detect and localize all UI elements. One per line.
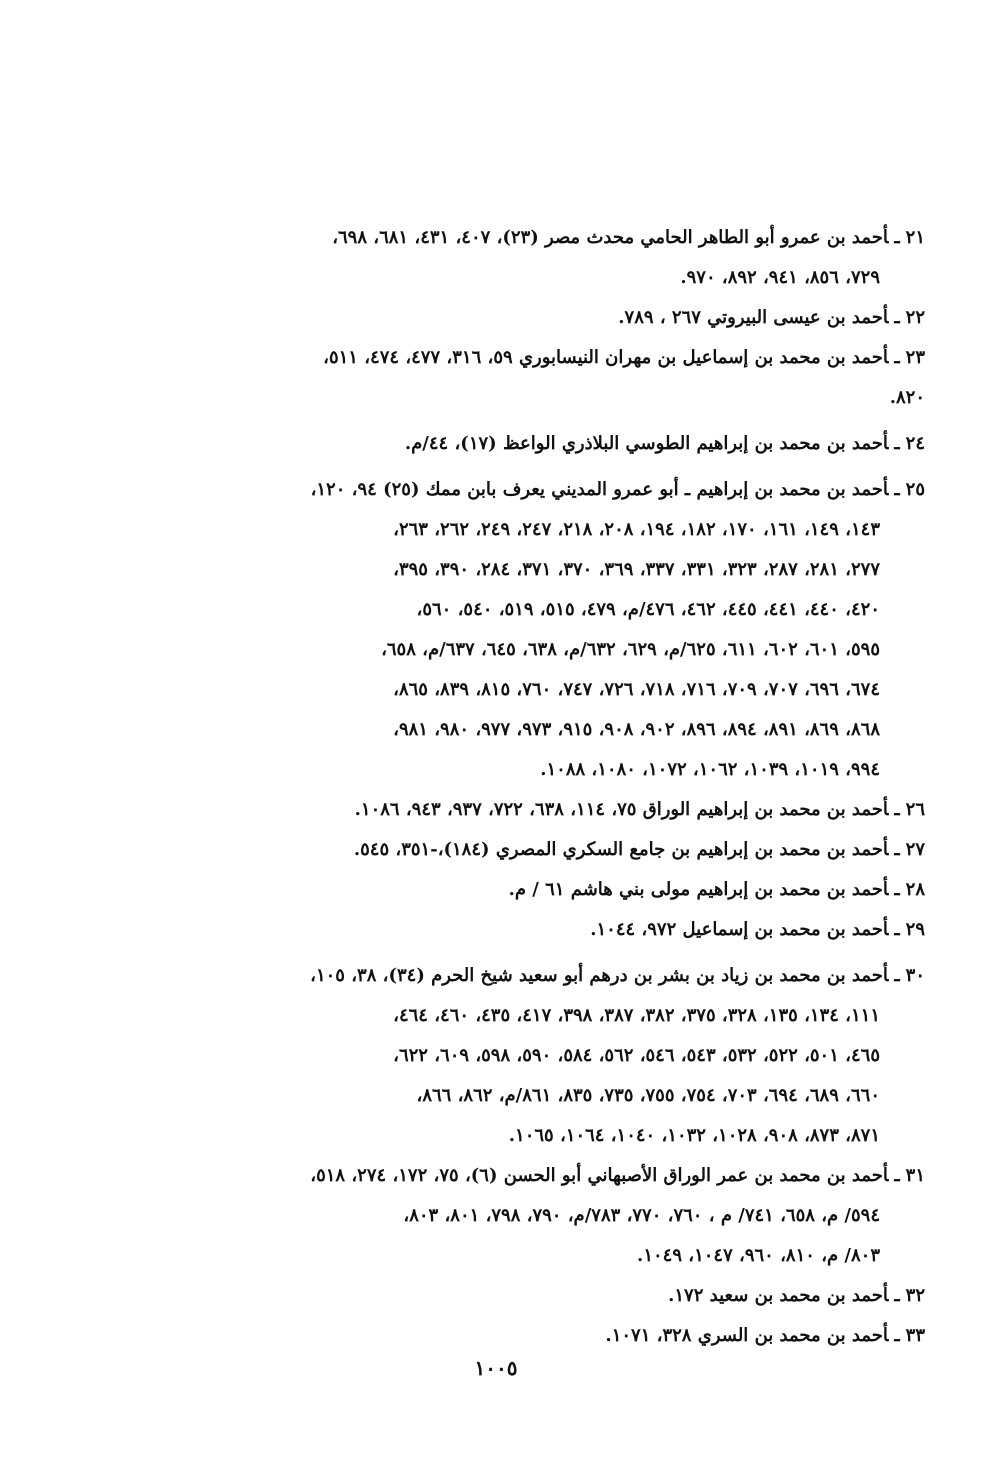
index-entry-27	[165, 830, 925, 870]
entry-continuation: ٤٢٠، ٤٤٠، ٤٤١، ٤٤٥، ٤٦٢، ٤٧٦/م، ٤٧٩، ٥١٥، ٥١٩، ٥٤٠، ٥٦٠،	[416, 599, 880, 620]
index-entry-22	[165, 298, 925, 338]
entry-separator: ـ	[894, 965, 900, 986]
entry-continuation: ٥٩٥، ٦٠١، ٦٠٢، ٦١١، ٦٢٥/م، ٦٢٩، ٦٣٢/م، ٦٣٨، ٦٤٥، ٦٣٧/م، ٦٥٨،	[381, 639, 880, 660]
entry-line	[165, 298, 925, 338]
index-entry-23	[165, 338, 925, 418]
entry-line	[165, 470, 925, 510]
index-entry-32	[165, 1276, 925, 1316]
entry-continuation: ٧٢٩، ٨٥٦، ٩٤١، ٨٩٢، ٩٧٠.	[680, 267, 880, 288]
index-entry-21	[165, 218, 925, 298]
entry-number: ٢٨	[905, 879, 925, 900]
entry-continuation: ٦٦٠، ٦٨٩، ٦٩٤، ٧٠٣، ٧٥٤، ٧٥٥، ٧٣٥، ٨٣٥، ٨٦١/م، ٨٦٢، ٨٦٦،	[416, 1085, 880, 1106]
entry-number: ٢٥	[905, 479, 925, 500]
entry-text: أحمد بن محمد بن عمر الوراق الأصبهاني أبو الحسن (٦)، ٧٥، ١٧٢، ٢٧٤، ٥١٨،	[310, 1165, 889, 1186]
entry-text: أحمد بن محمد بن إبراهيم ـ أبو عمرو المديني يعرف بابن ممك (٢٥) ٩٤، ١٢٠،	[310, 479, 889, 500]
entry-number: ٣٠	[905, 965, 925, 986]
entry-continuation: ٦٧٤، ٦٩٦، ٧٠٧، ٧٠٩، ٧١٦، ٧١٨، ٧٢٦، ٧٤٧، ٧٦٠، ٨١٥، ٨٣٩، ٨٦٥،	[393, 679, 880, 700]
entry-separator: ـ	[894, 919, 900, 940]
entry-text: أحمد بن عمرو أبو الطاهر الحامي محدث مصر (٢٣)، ٤٠٧، ٤٣١، ٦٨١، ٦٩٨،	[332, 227, 889, 248]
entry-text: أحمد بن محمد بن إبراهيم الوراق ٧٥، ١١٤، ٦٣٨، ٧٢٢، ٩٣٧، ٩٤٣، ١٠٨٦.	[354, 799, 889, 820]
entry-text: أحمد بن محمد بن سعيد ١٧٢.	[668, 1285, 889, 1306]
entry-line	[165, 870, 925, 910]
entry-line	[165, 956, 925, 996]
entry-number: ٢٦	[905, 799, 925, 820]
entry-number: ٣٣	[905, 1325, 925, 1346]
entry-line	[165, 910, 925, 950]
entry-line	[165, 790, 925, 830]
entry-continuation: ٨٧١، ٨٧٣، ٩٠٨، ١٠٢٨، ١٠٣٢، ١٠٤٠، ١٠٦٤، ١٠٦٥.	[508, 1125, 880, 1146]
entry-separator: ـ	[894, 479, 900, 500]
entry-number: ٢٧	[905, 839, 925, 860]
index-entry-26	[165, 790, 925, 830]
entry-separator: ـ	[894, 1285, 900, 1306]
entry-text: أحمد بن محمد بن إبراهيم مولى بني هاشم ٦١ / م.	[508, 879, 889, 900]
entry-line	[165, 424, 925, 464]
entry-text: أحمد بن محمد بن زياد بن بشر بن درهم أبو سعيد شيخ الحرم (٣٤)، ٣٨، ١٠٥،	[310, 965, 889, 986]
index-entry-30	[165, 956, 925, 1156]
entry-separator: ـ	[894, 839, 900, 860]
entry-continuation: ٤٦٥، ٥٠١، ٥٢٢، ٥٣٢، ٥٤٣، ٥٤٦، ٥٦٢، ٥٨٤، ٥٩٠، ٥٩٨، ٦٠٩، ٦٢٢،	[393, 1045, 880, 1066]
entry-text: أحمد بن عيسى البيروتي ٢٦٧ ، ٧٨٩.	[618, 307, 889, 328]
entry-number: ٣٢	[905, 1285, 925, 1306]
index-entry-24	[165, 424, 925, 464]
index-entry-25	[165, 470, 925, 790]
entry-number: ٣١	[905, 1165, 925, 1186]
entry-number: ٢٤	[905, 433, 925, 454]
entry-continuation: ٨٦٨، ٨٦٩، ٨٩١، ٨٩٤، ٨٩٦، ٩٠٢، ٩٠٨، ٩١٥، ٩٧٣، ٩٧٧، ٩٨٠، ٩٨١،	[393, 719, 880, 740]
entry-number: ٢١	[905, 227, 925, 248]
entry-continuation: ٨٢٠.	[889, 387, 925, 408]
index-entry-33	[165, 1316, 925, 1356]
index-entry-29	[165, 910, 925, 950]
entry-continuation: ٩٩٤، ١٠١٩، ١٠٣٩، ١٠٦٢، ١٠٧٢، ١٠٨٠، ١٠٨٨.	[540, 759, 880, 780]
entry-continuation: ١١١، ١٣٤، ١٣٥، ٣٢٨، ٣٧٥، ٣٨٢، ٣٨٧، ٣٩٨، ٤١٧، ٤٣٥، ٤٦٠، ٤٦٤،	[393, 1005, 880, 1026]
entry-separator: ـ	[894, 879, 900, 900]
entry-separator: ـ	[894, 227, 900, 248]
entry-separator: ـ	[894, 799, 900, 820]
entry-continuation: ١٤٣، ١٤٩، ١٦١، ١٧٠، ١٨٢، ١٩٤، ٢٠٨، ٢١٨، ٢٤٧، ٢٤٩، ٢٦٢، ٢٦٣،	[393, 519, 880, 540]
entry-separator: ـ	[894, 433, 900, 454]
entry-separator: ـ	[894, 347, 900, 368]
entry-separator: ـ	[894, 1165, 900, 1186]
entry-text: أحمد بن محمد بن السري ٣٢٨، ١٠٧١.	[605, 1325, 889, 1346]
entry-separator: ـ	[894, 307, 900, 328]
entry-text: أحمد بن محمد بن إبراهيم الطوسي البلاذري الواعظ (١٧)، ٤٤/م.	[404, 433, 889, 454]
entry-line	[165, 1276, 925, 1316]
entry-separator: ـ	[894, 1325, 900, 1346]
entry-line	[165, 830, 925, 870]
entry-number: ٢٣	[905, 347, 925, 368]
index-page	[165, 218, 925, 1356]
entry-continuation: ٥٩٤/ م، ٦٥٨، ٧٤١/ م ، ٧٦٠، ٧٧٠، ٧٨٣/م، ٧٩٠، ٧٩٨، ٨٠١، ٨٠٣،	[403, 1205, 880, 1226]
index-entry-31	[165, 1156, 925, 1276]
entry-line	[165, 1316, 925, 1356]
entry-text: أحمد بن محمد بن إسماعيل بن مهران النيسابوري ٥٩، ٣١٦، ٤٧٧، ٤٧٤، ٥١١،	[323, 347, 889, 368]
page-number: ١٠٠٥	[474, 1356, 518, 1380]
entry-line	[165, 1156, 925, 1196]
entry-line	[165, 338, 925, 378]
index-entry-28	[165, 870, 925, 910]
entry-number: ٢٩	[905, 919, 925, 940]
entry-continuation: ٢٧٧، ٢٨١، ٢٨٧، ٣٢٣، ٣٣١، ٣٣٧، ٣٦٩، ٣٧٠، ٣٧١، ٢٨٤، ٣٩٠، ٣٩٥،	[393, 559, 880, 580]
entry-continuation: ٨٠٣/ م، ٨١٠، ٩٦٠، ١٠٤٧، ١٠٤٩.	[637, 1245, 880, 1266]
entry-text: أحمد بن محمد بن إبراهيم بن جامع السكري المصري (١٨٤)،-٣٥١، ٥٤٥.	[353, 839, 889, 860]
entry-line	[165, 218, 925, 258]
entry-number: ٢٢	[905, 307, 925, 328]
entry-text: أحمد بن محمد بن إسماعيل ٩٧٢، ١٠٤٤.	[590, 919, 889, 940]
